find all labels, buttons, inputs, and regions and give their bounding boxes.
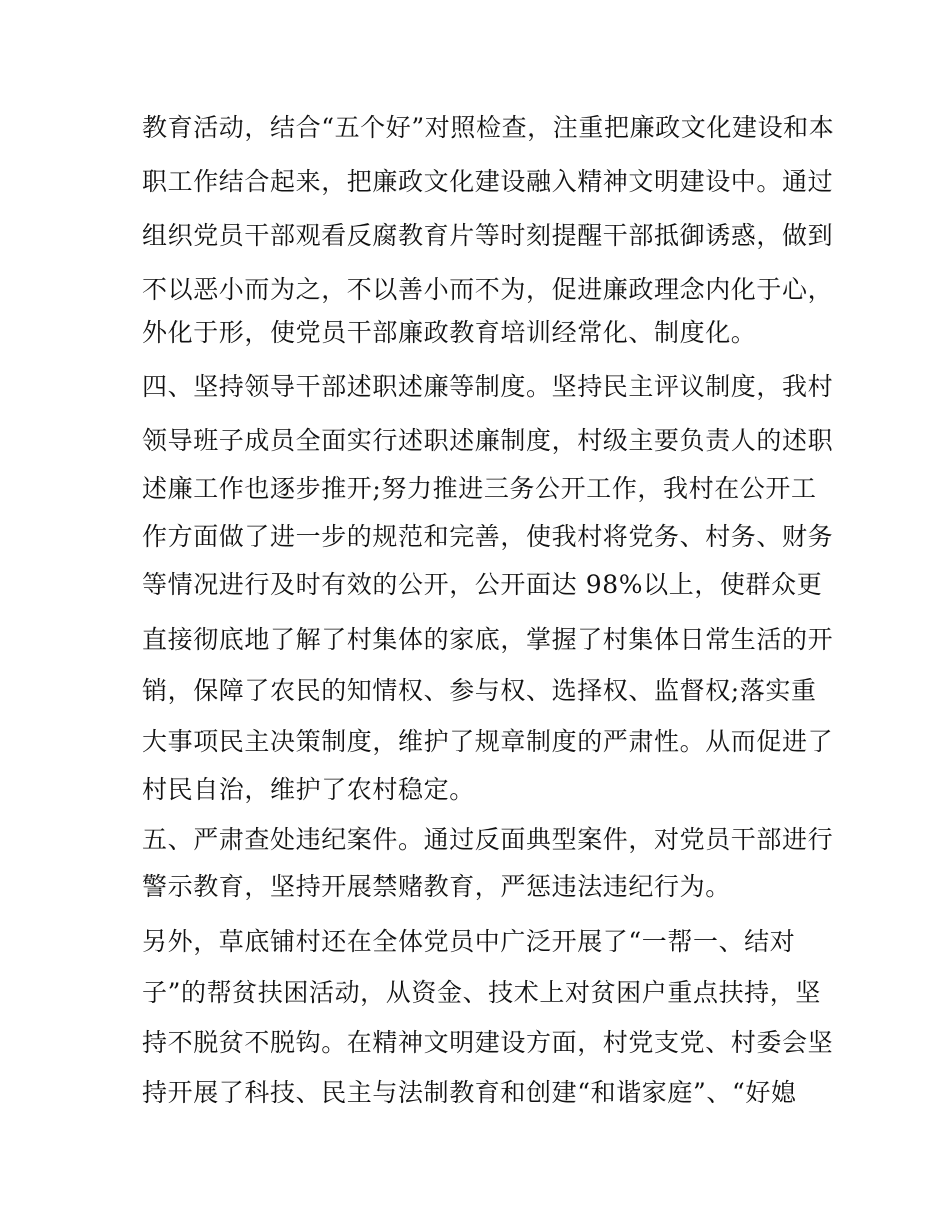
text-line: 述廉工作也逐步推开;努力推进三务公开工作，我村在公开工 <box>142 474 817 503</box>
text-line: 作方面做了进一步的规范和完善，使我村将党务、村务、财务 <box>142 522 834 551</box>
text-line: 职工作结合起来，把廉政文化建设融入精神文明建设中。通过 <box>142 167 834 196</box>
text-line: 大事项民主决策制度，维护了规章制度的严肃性。从而促进了 <box>142 727 834 756</box>
text-line: 销，保障了农民的知情权、参与权、选择权、监督权;落实重 <box>142 676 817 705</box>
text-line: 另外，草底铺村还在全体党员中广泛开展了“一帮一、结对 <box>142 927 796 956</box>
text-line: 领导班子成员全面实行述职述廉制度，村级主要负责人的述职 <box>142 426 834 455</box>
text-line: 五、严肃查处违纪案件。通过反面典型案件，对党员干部进行 <box>142 825 834 854</box>
text-line: 持开展了科技、民主与法制教育和创建“和谐家庭”、“好媳 <box>142 1078 797 1107</box>
text-line: 组织党员干部观看反腐教育片等时刻提醒干部抵御诱惑，做到 <box>142 221 834 250</box>
text-line: 持不脱贫不脱钩。在精神文明建设方面，村党支党、村委会坚 <box>142 1028 834 1057</box>
text-line: 警示教育，坚持开展禁赌教育，严惩违法违纪行为。 <box>142 872 731 901</box>
text-line: 等情况进行及时有效的公开，公开面达 98%以上，使群众更 <box>142 570 823 599</box>
text-line: 直接彻底地了解了村集体的家底，掌握了村集体日常生活的开 <box>142 625 834 654</box>
text-line: 教育活动，结合“五个好”对照检查，注重把廉政文化建设和本 <box>142 113 835 142</box>
text-line: 外化于形，使党员干部廉政教育培训经常化、制度化。 <box>142 318 757 347</box>
text-line: 村民自治，维护了农村稳定。 <box>142 775 475 804</box>
text-line: 子”的帮贫扶困活动，从资金、技术上对贫困户重点扶持，坚 <box>142 978 821 1007</box>
text-line: 四、坚持领导干部述职述廉等制度。坚持民主评议制度，我村 <box>142 372 834 401</box>
text-line: 不以恶小而为之，不以善小而不为，促进廉政理念内化于心， <box>142 275 834 304</box>
